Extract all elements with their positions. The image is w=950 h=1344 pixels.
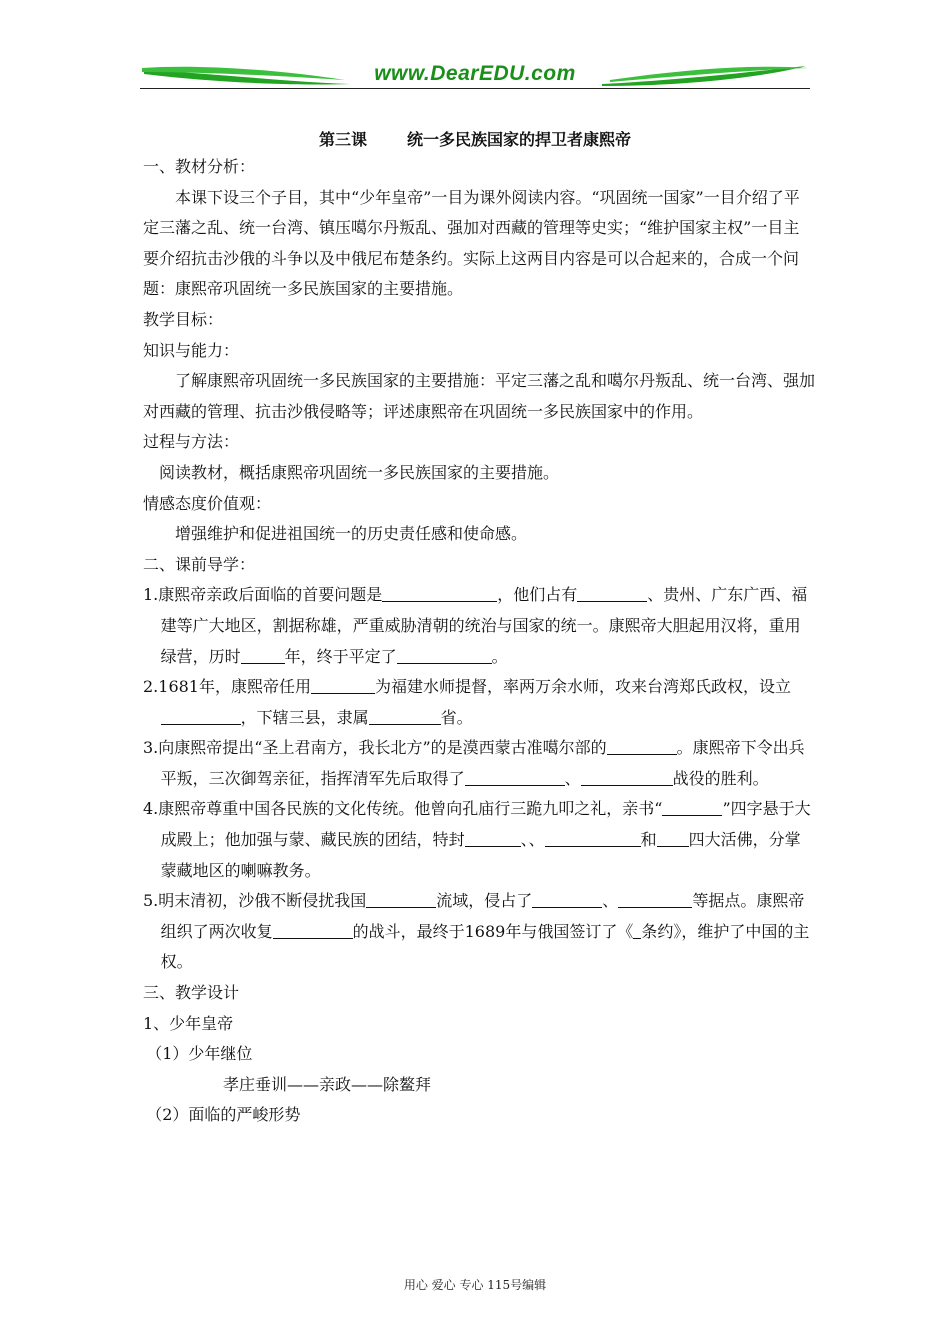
- emotion-paragraph: 增强维护和促进祖国统一的历史责任感和使命感。: [175, 524, 528, 544]
- process-heading: 过程与方法：: [143, 432, 240, 452]
- section-heading: 三、教学设计: [143, 983, 240, 1003]
- section-heading: 一、教材分析：: [143, 157, 256, 176]
- knowledge-paragraph: 了解康熙帝巩固统一多民族国家的主要措施：平定三藩之乱和噶尔丹叛乱、统一台湾、强加对西藏的管理、抗击沙俄侵略等；评述康熙帝在巩固统一多民族国家中的作用。: [143, 371, 816, 421]
- answer-blank[interactable]: [581, 769, 673, 786]
- answer-blank[interactable]: [465, 830, 521, 847]
- answer-blank[interactable]: [532, 891, 602, 908]
- answer-blank[interactable]: [161, 708, 241, 725]
- lesson-number: 第三课: [318, 130, 367, 149]
- answer-blank[interactable]: [382, 585, 497, 602]
- answer-blank[interactable]: [311, 677, 375, 694]
- answer-blank[interactable]: [465, 769, 565, 786]
- page-footer: 用心 爱心 专心 115号编辑: [403, 1278, 547, 1292]
- document-body: [143, 152, 815, 1131]
- question-4: 4.康熙帝尊重中国各民族的文化传统。他曾向孔庙行三跪九叩之礼，亲书“ ”四字悬于大成殿上；他加强与蒙、藏民族的团结，特封 、、 和 四大活佛，分掌蒙藏地区的喇嘛教务。: [143, 799, 811, 880]
- answer-blank[interactable]: [397, 647, 492, 664]
- answer-blank[interactable]: [369, 708, 441, 725]
- site-header-banner: [140, 56, 810, 96]
- answer-blank[interactable]: [366, 891, 436, 908]
- subsection-heading: 1、少年皇帝: [143, 1013, 234, 1033]
- answer-blank[interactable]: [618, 891, 692, 908]
- answer-blank[interactable]: [577, 585, 647, 602]
- answer-blank[interactable]: [607, 738, 677, 755]
- header-rule: [140, 88, 810, 89]
- process-paragraph: 阅读教材，概括康熙帝巩固统一多民族国家的主要措施。: [159, 462, 560, 482]
- page-title: [0, 127, 950, 150]
- item-heading: （2）面临的严峻形势: [146, 1105, 301, 1125]
- goals-heading: 教学目标：: [143, 309, 224, 329]
- question-2: 2.1681年，康熙帝任用 为福建水师提督，率两万余水师，攻来台湾郑氏政权，设立，下辖三县，隶属 省。: [143, 677, 792, 727]
- question-3: 3.向康熙帝提出“圣上君南方，我长北方”的是漠西蒙古准噶尔部的 。康熙帝下令出兵平叛，三次御驾亲征，指挥清军先后取得了 、 战役的胜利。: [143, 738, 805, 788]
- question-1: 1.康熙帝亲政后面临的首要问题是 ，他们占有 、贵州、广东广西、福建等广大地区，割据称雄，严重威胁清朝的统治与国家的统一。康熙帝大胆起用汉将，重用绿营，历时 年，终于平定了 。: [143, 585, 808, 666]
- item-heading: （1）少年继位: [146, 1044, 253, 1064]
- section-heading: 二、课前导学：: [143, 554, 256, 574]
- item-text: 孝庄垂训——亲政——除鳌拜: [223, 1074, 432, 1094]
- answer-blank[interactable]: [657, 830, 689, 847]
- lesson-topic: 统一多民族国家的捍卫者康熙帝: [407, 130, 632, 149]
- knowledge-heading: 知识与能力：: [143, 340, 240, 360]
- analysis-paragraph: 本课下设三个子目，其中“少年皇帝”一目为课外阅读内容。“巩固统一国家”一目介绍了平定三藩之乱、统一台湾、镇压噶尔丹叛乱、强加对西藏的管理等史实；“维护国家主权”一目主要介绍抗击沙俄的斗争以及中俄尼布楚条约。实际上这两目内容是可以合起来的，合成一个问题：康熙帝巩固统一多民族国家的主要措施。: [143, 187, 800, 299]
- answer-blank[interactable]: [545, 830, 641, 847]
- emotion-heading: 情感态度价值观：: [143, 493, 272, 513]
- answer-blank[interactable]: [662, 799, 722, 816]
- site-logo[interactable]: www.DearEDU.com: [374, 62, 576, 85]
- question-5: 5.明末清初，沙俄不断侵扰我国 流域，侵占了 、 等据点。康熙帝组织了两次收复 的战斗，最终于1689年与俄国签订了《 条约》，维护了中国的主权。: [143, 891, 810, 972]
- answer-blank[interactable]: [241, 647, 285, 664]
- answer-blank[interactable]: [273, 922, 353, 939]
